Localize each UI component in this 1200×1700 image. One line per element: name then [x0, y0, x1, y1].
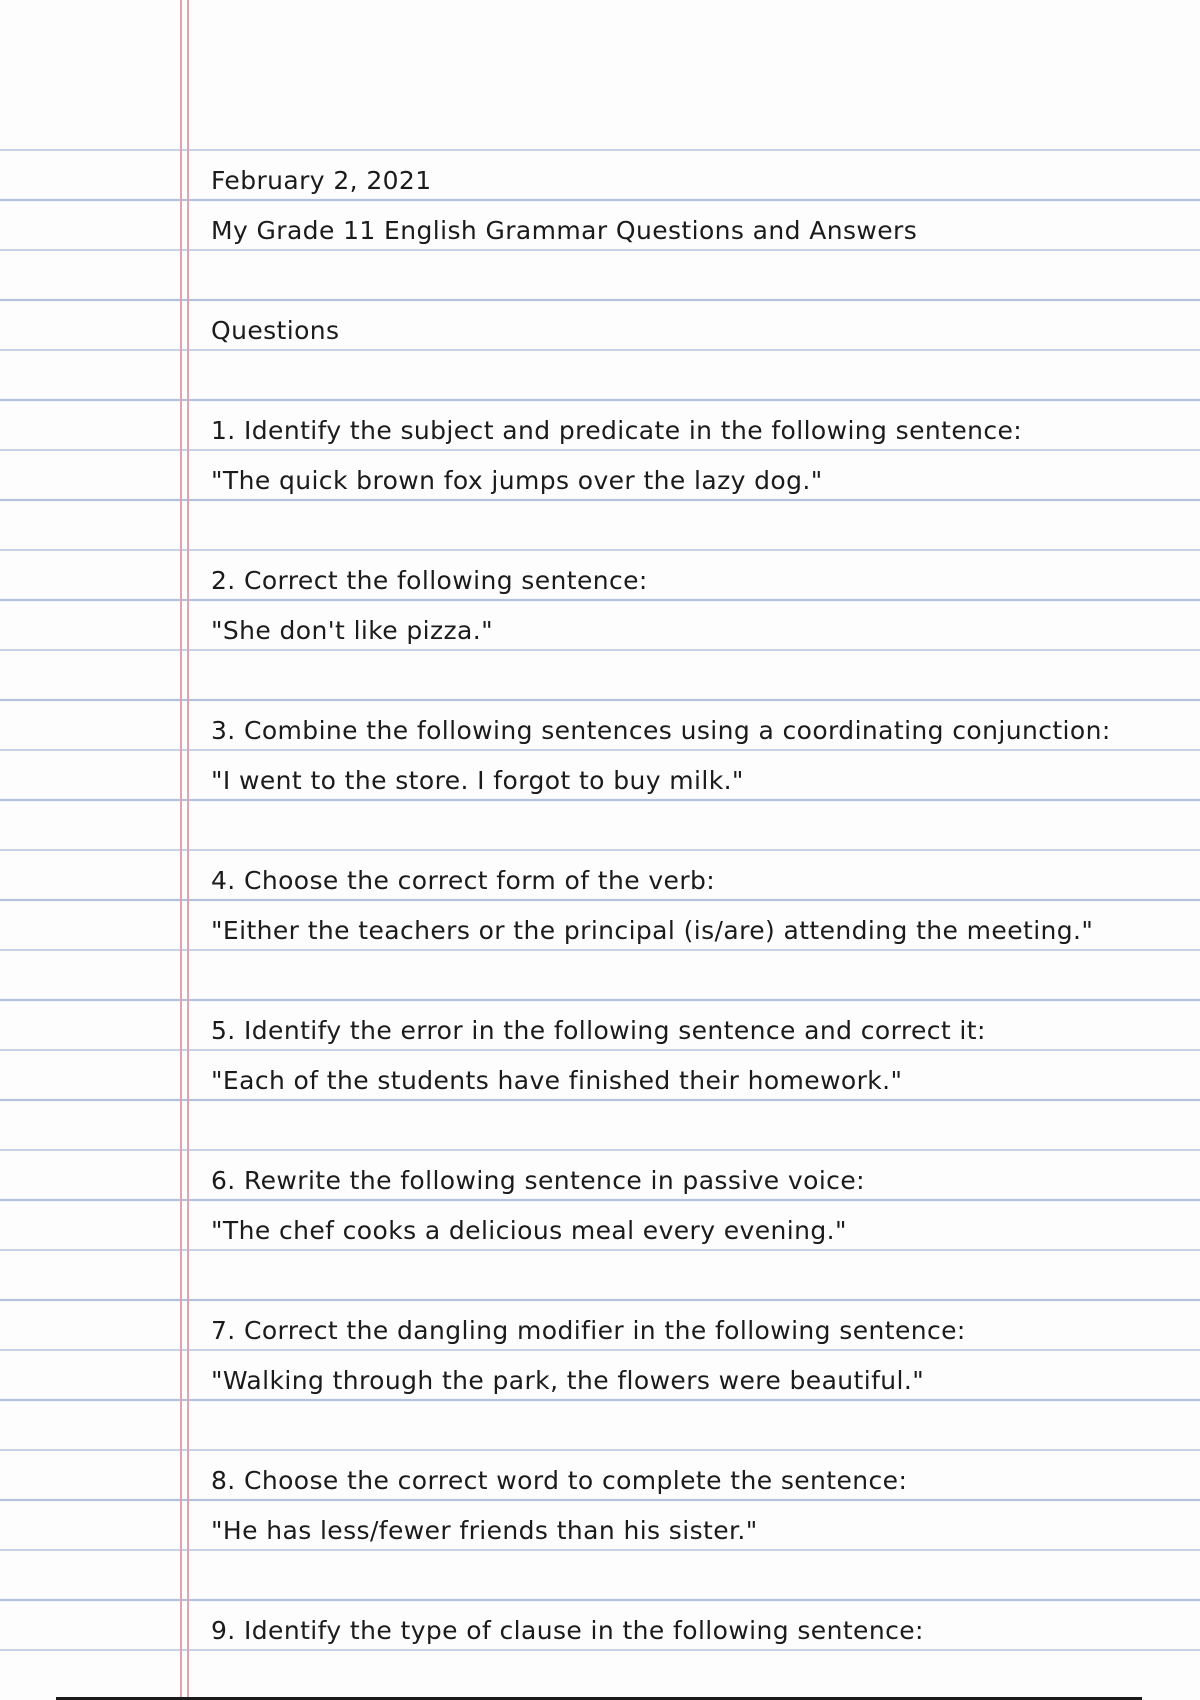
question-8-example: "He has less/fewer friends than his sister." — [211, 1516, 758, 1545]
question-6-prompt: 6. Rewrite the following sentence in passive voice: — [211, 1166, 865, 1195]
question-1-example: "The quick brown fox jumps over the lazy dog." — [211, 466, 823, 495]
question-8-prompt: 8. Choose the correct word to complete the sentence: — [211, 1466, 908, 1495]
question-5-prompt: 5. Identify the error in the following sentence and correct it: — [211, 1016, 986, 1045]
question-1-prompt: 1. Identify the subject and predicate in the following sentence: — [211, 416, 1023, 445]
question-9-prompt: 9. Identify the type of clause in the following sentence: — [211, 1616, 924, 1645]
page-title: My Grade 11 English Grammar Questions and Answers — [211, 216, 918, 245]
question-2-prompt: 2. Correct the following sentence: — [211, 566, 648, 595]
question-5-example: "Each of the students have finished their homework." — [211, 1066, 903, 1095]
question-7-prompt: 7. Correct the dangling modifier in the following sentence: — [211, 1316, 966, 1345]
question-4-example: "Either the teachers or the principal (is/are) attending the meeting." — [211, 916, 1094, 945]
section-heading: Questions — [211, 316, 340, 345]
question-4-prompt: 4. Choose the correct form of the verb: — [211, 866, 716, 895]
question-3-example: "I went to the store. I forgot to buy milk." — [211, 766, 744, 795]
question-6-example: "The chef cooks a delicious meal every evening." — [211, 1216, 847, 1245]
page-date: February 2, 2021 — [211, 166, 432, 195]
question-7-example: "Walking through the park, the flowers were beautiful." — [211, 1366, 925, 1395]
question-3-prompt: 3. Combine the following sentences using a coordinating conjunction: — [211, 716, 1111, 745]
question-2-example: "She don't like pizza." — [211, 616, 494, 645]
